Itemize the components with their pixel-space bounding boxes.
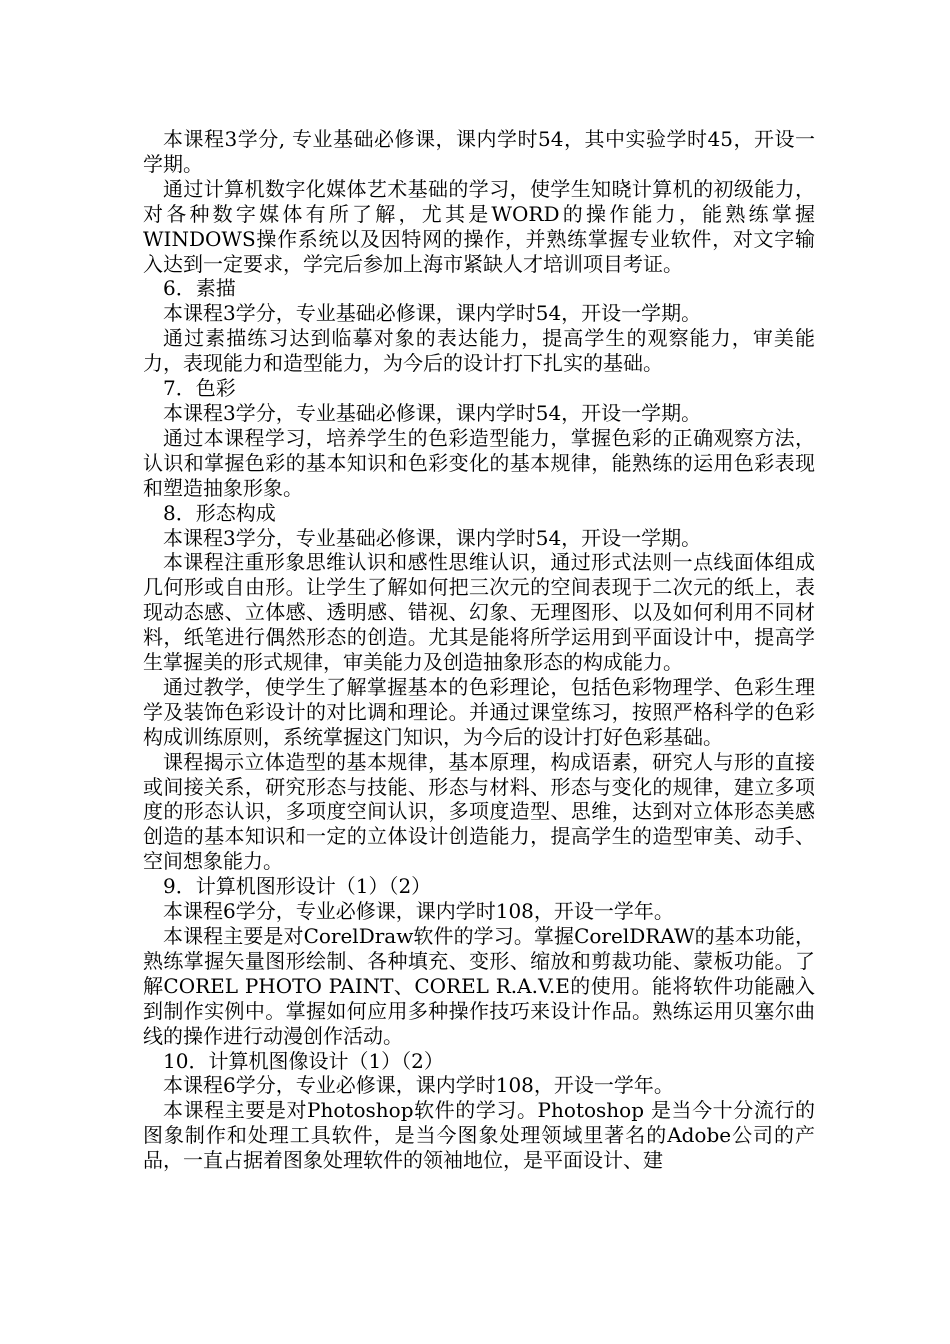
paragraph-credits-computer-image: 本课程6学分，专业必修课，课内学时108，开设一学年。 xyxy=(163,1073,674,1098)
paragraph-media-basics-description: 通过计算机数字化媒体艺术基础的学习，使学生知晓计算机的初级能力，对各种数字媒体有所了解，尤其是WORD的操作能力，能熟练掌握WINDOWS操作系统以及因特网的操作，并熟练掌握专业软件，对文字输入达到一定要求，学完后参加上海市紧缺人才培训项目考证。 xyxy=(143,176,815,276)
section-heading-form-composition: 8．形态构成 xyxy=(163,500,276,525)
section-heading-computer-image: 10．计算机图像设计（1）（2） xyxy=(163,1048,444,1073)
paragraph-coreldraw-description: 本课程主要是对CorelDraw软件的学习。掌握CorelDRAW的基本功能，熟练掌握矢量图形绘制、各种填充、变形、缩放和剪裁功能、蒙板功能。了解COREL PHOTO PAINT、COREL R.A.V.E的使用。能将软件功能融入到制作实例中。掌握如何应用多种操作技巧来设计作品。熟练运用贝塞尔曲线的操作进行动漫创作活动。 xyxy=(143,924,815,1048)
paragraph-sketch-description: 通过素描练习达到临摹对象的表达能力，提高学生的观察能力，审美能力，表现能力和造型能力，为今后的设计打下扎实的基础。 xyxy=(143,326,815,376)
paragraph-photoshop-description: 本课程主要是对Photoshop软件的学习。Photoshop 是当今十分流行的图象制作和处理工具软件，是当今图象处理领域里著名的Adobe公司的产品，一直占据着图象处理软件的领袖地位，是平面设计、建 xyxy=(143,1098,815,1173)
paragraph-color-description: 通过本课程学习，培养学生的色彩造型能力，掌握色彩的正确观察方法，认识和掌握色彩的基本知识和色彩变化的基本规律，能熟练的运用色彩表现和塑造抽象形象。 xyxy=(143,425,815,500)
paragraph-credits-form-composition: 本课程3学分，专业基础必修课，课内学时54，开设一学期。 xyxy=(163,525,702,550)
paragraph-credits-computer-graphics: 本课程6学分，专业必修课，课内学时108，开设一学年。 xyxy=(163,899,674,924)
paragraph-credits-media-basics: 本课程3学分, 专业基础必修课，课内学时54，其中实验学时45，开设一学期。 xyxy=(143,127,815,176)
paragraph-color-theory-description: 通过教学，使学生了解掌握基本的色彩理论，包括色彩物理学、色彩生理学及装饰色彩设计的对比调和理论。并通过课堂练习，按照严格科学的色彩构成训练原则，系统掌握这门知识，为今后的设计打好色彩基础。 xyxy=(143,674,815,749)
paragraph-3d-form-description: 课程揭示立体造型的基本规律，基本原理，构成语素，研究人与形的直接或间接关系，研究形态与技能、形态与材料、形态与变化的规律，建立多项度的形态认识，多项度空间认识，多项度造型、思维，达到对立体形态美感创造的基本知识和一定的立体设计创造能力，提高学生的造型审美、动手、空间想象能力。 xyxy=(143,749,815,874)
section-heading-sketch: 6．素描 xyxy=(163,276,236,301)
section-heading-computer-graphics: 9．计算机图形设计（1）（2） xyxy=(163,874,432,899)
section-heading-color: 7．色彩 xyxy=(163,376,236,401)
paragraph-form-composition-description: 本课程注重形象思维认识和感性思维认识，通过形式法则一点线面体组成几何形或自由形。让学生了解如何把三次元的空间表现于二次元的纸上，表现动态感、立体感、透明感、错视、幻象、无理图形、以及如何利用不同材料，纸笔进行偶然形态的创造。尤其是能将所学运用到平面设计中，提高学生掌握美的形式规律，审美能力及创造抽象形态的构成能力。 xyxy=(143,550,815,675)
document-body xyxy=(143,127,815,1173)
paragraph-credits-color: 本课程3学分，专业基础必修课，课内学时54，开设一学期。 xyxy=(163,400,702,425)
paragraph-credits-sketch: 本课程3学分，专业基础必修课，课内学时54，开设一学期。 xyxy=(163,301,702,326)
